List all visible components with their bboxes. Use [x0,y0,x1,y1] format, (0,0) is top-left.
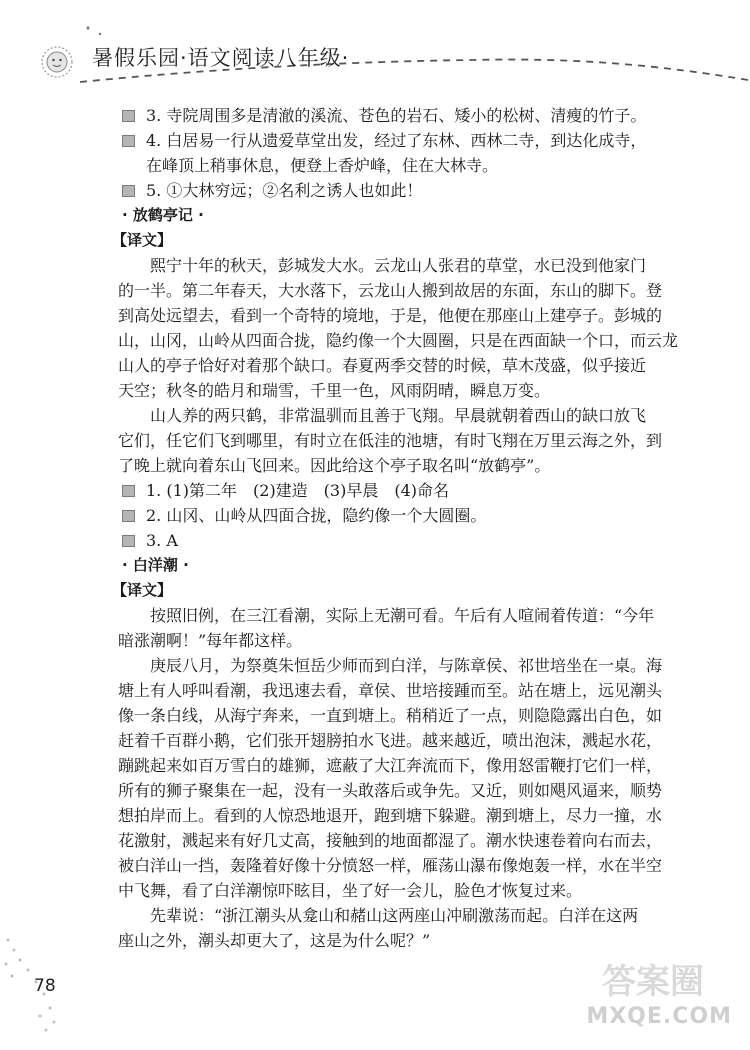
answer-line: 3. A [146,531,178,550]
answer-item [118,103,678,128]
page-number: 78 [34,976,56,996]
answer-line: 2. 山冈、山岭从四面合拢，隐约像一个大圆圈。 [146,506,487,525]
text-line: 塘上有人呼叫看潮，我迅速去看，章侯、世培接踵而至。站在塘上，远见潮头 [118,681,663,700]
text-line: 天空；秋冬的皓月和瑞雪，千里一色，风雨阴晴，瞬息万变。 [118,381,551,400]
watermark-logo-text: 答案圈 [602,962,704,1002]
section-title: · 放鹤亭记 · [122,206,204,224]
text-line: 山人的亭子恰好对着那个缺口。春夏两季交替的时候，草木茂盛，似乎接近 [118,356,647,375]
text-line: 熙宁十年的秋天，彭城发大水。云龙山人张君的草堂，水已没到他家门 [150,256,647,275]
text-line: 的一半。第二年春天，大水落下，云龙山人搬到故居的东面，东山的脚下。登 [118,281,663,300]
section-1-answers [118,103,678,203]
header-title: 暑假乐园·语文阅读八年级· [92,46,350,70]
answer-box-icon [122,535,135,547]
text-line: 蹦跳起来如百万雪白的雄狮，遮蔽了大江奔流而下，像用怒雷鞭打它们一样， [118,756,663,775]
text-line: 先辈说：“浙江潮头从龛山和赭山这两座山冲刷激荡而起。白洋在这两 [150,906,639,925]
text-line: 了晚上就向着东山飞回来。因此给这个亭子取名叫“放鹤亭”。 [118,456,551,475]
text-line: 所有的狮子聚集在一起，没有一头敢落后或争先。又近，则如飓风逼来，顺势 [118,781,663,800]
answer-item [118,503,678,528]
answer-line: 4. 白居易一行从遗爱草堂出发，经过了东林、西林二寺，到达化成寺， [146,131,647,150]
translation-label: 【译文】 [112,231,173,249]
sun-icon [42,47,72,77]
text-line: 按照旧例，在三江看潮，实际上无潮可看。午后有人喧闹着传道：“今年 [150,606,655,625]
page-header [0,0,750,110]
text-line: 山，山冈，山岭从四面合拢，隐约像一个大圆圈，只是在西面缺一个口，而云龙 [118,331,679,350]
answer-line: 5. ①大林穷远；②名利之诱人也如此！ [146,181,423,200]
text-line: 被白洋山一挡，轰隆着好像十分愤怒一样，雁荡山瀑布像炮轰一样，水在半空 [118,856,663,875]
text-line: 像一条白线，从海宁奔来，一直到塘上。稍稍近了一点，则隐隐露出白色，如 [118,706,663,725]
answer-box-icon [122,185,135,197]
answer-box-icon [122,510,135,522]
answer-item [118,478,678,503]
answer-content [112,103,679,953]
answer-item [118,128,678,178]
answer-box-icon [122,135,135,147]
text-line: 想拍岸而上。看到的人惊恐地退开，跑到塘下躲避。潮到塘上，尽力一撞，水 [118,806,663,825]
answer-item [118,528,678,553]
translation-paragraph [118,603,678,653]
text-line: 庚辰八月，为祭奠朱恒岳少师而到白洋，与陈章侯、祁世培坐在一桌。海 [150,656,663,675]
translation-paragraph [118,653,678,903]
translation-paragraph [118,253,678,403]
answer-line: 3. 寺院周围多是清澈的溪流、苍色的岩石、矮小的松树、清瘦的竹子。 [146,106,647,125]
text-line: 中飞舞，看了白洋潮惊吓眩目，坐了好一会儿，脸色才恢复过来。 [118,881,583,900]
translation-paragraph [118,403,678,478]
text-line: 赶着千百群小鹅，它们张开翅膀拍水飞进。越来越近，喷出泡沫，溅起水花， [118,731,663,750]
answer-line: 1. (1)第二年 (2)建造 (3)早晨 (4)命名 [146,481,450,500]
answer-item [118,178,678,203]
text-line: 它们，任它们飞到哪里，有时立在低洼的池塘，有时飞翔在万里云海之外，到 [118,431,663,450]
section-title: · 白洋潮 · [122,556,189,574]
text-line: 花激射，溅起来有好几丈高，接触到的地面都湿了。潮水快速卷着向右而去， [118,831,663,850]
text-line: 山人养的两只鹤，非常温驯而且善于飞翔。早晨就朝着西山的缺口放飞 [150,406,647,425]
answer-box-icon [122,485,135,497]
watermark-url: MXQE.COM [586,1004,732,1029]
translation-paragraph [118,903,678,953]
translation-label: 【译文】 [112,581,173,599]
answer-box-icon [122,110,135,122]
text-line: 座山之外，潮头却更大了，这是为什么呢？” [118,931,431,950]
text-line: 暗涨潮啊！”每年都这样。 [118,631,303,650]
text-line: 到高处远望去，看到一个奇特的境地，于是，他便在那座山上建亭子。彭城的 [118,306,663,325]
watermark [564,963,744,1033]
answer-line: 在峰顶上稍事休息，便登上香炉峰，住在大林寺。 [146,156,499,175]
section-2-answers [118,478,678,553]
